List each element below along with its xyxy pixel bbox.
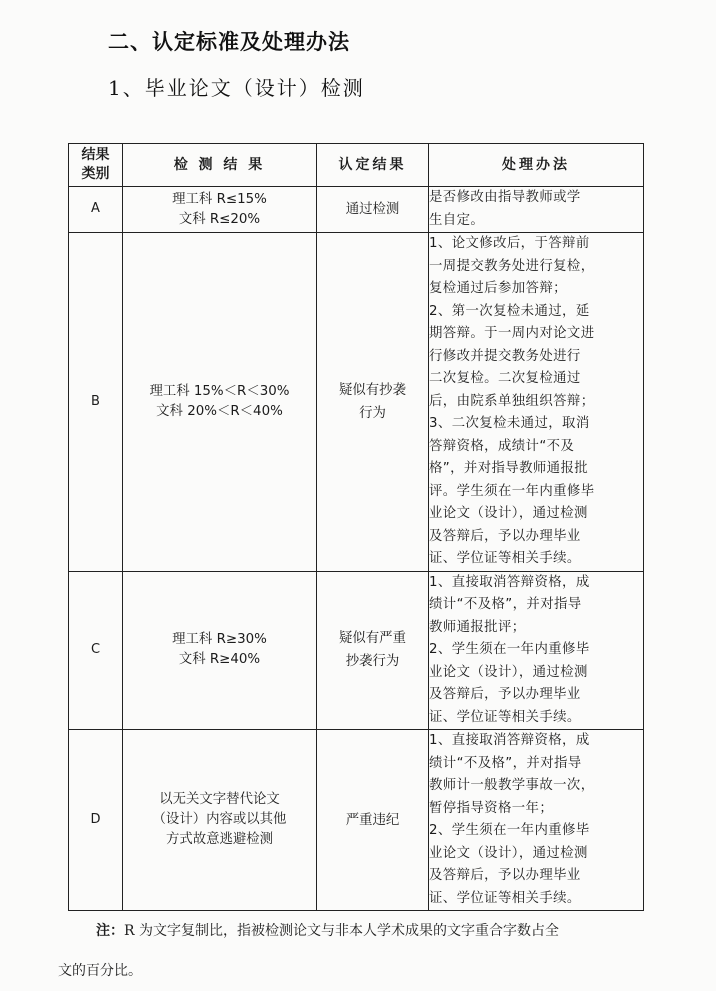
table-row <box>69 187 644 233</box>
result-cell <box>123 233 317 572</box>
action-line: 一周提交教务处进行复检， <box>429 258 595 274</box>
verdict-line: 通过检测 <box>345 202 400 217</box>
action-line: 暂停指导资格一年； <box>429 800 554 816</box>
section-title: 二、认定标准及处理办法 <box>108 29 350 54</box>
verdict-line: 疑似有抄袭 <box>339 382 406 398</box>
verdict-line: 疑似有严重 <box>339 631 406 647</box>
result-line: 文科 R≥40% <box>178 652 261 668</box>
action-line: 是否修改由指导教师或学 <box>429 190 581 205</box>
action-line: 教师计一般教学事故一次， <box>429 778 595 793</box>
action-line: 答辩资格，成绩计“不及 <box>429 438 575 454</box>
result-line: 以无关文字替代论文 <box>159 792 280 807</box>
verdict-line: 行为 <box>359 405 386 421</box>
action-line: 2、学生须在一年内重修毕 <box>429 642 590 657</box>
footnote-line-1 <box>96 911 666 951</box>
action-line: 绩计“不及格”，并对指导 <box>429 597 582 612</box>
result-line: 方式故意逃避检测 <box>165 832 274 847</box>
action-line: 证、学位证等相关手续。 <box>429 551 581 566</box>
result-line: 文科 20%＜R＜40% <box>156 403 283 419</box>
action-line: 业论文（设计），通过检测 <box>429 506 588 521</box>
header-category-line: 结果 <box>81 147 110 163</box>
category-cell: C <box>69 571 123 730</box>
footnote-text-1: R 为文字复制比，指被检测论文与非本人学术成果的文字重合字数占全 <box>124 923 559 939</box>
action-line: 1、直接取消答辩资格，成 <box>429 733 590 748</box>
action-line: 复检通过后参加答辩； <box>429 281 567 296</box>
result-cell <box>123 571 317 730</box>
category-cell: A <box>69 187 123 233</box>
action-line: 行修改并提交教务处进行 <box>429 348 581 364</box>
result-cell <box>123 187 317 233</box>
footnote-lead: 注： <box>96 923 124 939</box>
table-row <box>69 730 644 911</box>
footnote <box>58 911 666 991</box>
result-cell <box>123 730 317 911</box>
action-line: 及答辩后，予以办理毕业 <box>429 868 581 883</box>
action-line: 1、论文修改后，于答辩前 <box>429 236 590 251</box>
action-line: 生自定。 <box>429 212 485 228</box>
verdict-cell <box>317 730 429 911</box>
result-line: （设计）内容或以其他 <box>152 812 287 827</box>
category-cell: B <box>69 233 123 572</box>
action-line: 二次复检。二次复检通过 <box>429 371 581 386</box>
action-cell <box>429 233 644 572</box>
action-line: 及答辩后，予以办理毕业 <box>429 528 581 544</box>
subsection-title: 1、毕业论文（设计）检测 <box>108 76 365 100</box>
header-verdict: 认定结果 <box>317 144 429 187</box>
header-action: 处理办法 <box>429 144 644 187</box>
plagiarism-standards-table <box>68 143 644 911</box>
action-line: 业论文（设计），通过检测 <box>429 845 588 861</box>
action-cell <box>429 571 644 730</box>
action-line: 1、直接取消答辩资格，成 <box>429 574 590 590</box>
table-row <box>69 571 644 730</box>
table-row <box>69 233 644 572</box>
action-cell <box>429 730 644 911</box>
action-line: 2、第一次复检未通过，延 <box>429 303 590 319</box>
result-line: 理工科 R≤15% <box>172 191 267 207</box>
verdict-cell <box>317 233 429 572</box>
header-category <box>69 144 123 187</box>
action-line: 业论文（设计），通过检测 <box>429 664 588 680</box>
verdict-cell <box>317 187 429 233</box>
result-line: 文科 R≤20% <box>178 211 261 227</box>
header-category-line: 类别 <box>81 166 110 182</box>
footnote-line-2: 文的百分比。 <box>58 963 142 979</box>
header-result: 检 测 结 果 <box>123 144 317 187</box>
action-line: 教师通报批评； <box>429 619 526 635</box>
action-line: 格”，并对指导教师通报批 <box>429 461 589 476</box>
action-line: 评。学生须在一年内重修毕 <box>429 483 595 499</box>
action-line: 绩计“不及格”，并对指导 <box>429 755 582 771</box>
action-line: 证、学位证等相关手续。 <box>429 709 581 725</box>
verdict-cell <box>317 571 429 730</box>
action-line: 后，由院系单独组织答辩； <box>429 393 595 409</box>
result-line: 理工科 15%＜R＜30% <box>149 383 290 399</box>
action-line: 2、学生须在一年内重修毕 <box>429 823 590 838</box>
action-cell <box>429 187 644 233</box>
verdict-line: 严重违纪 <box>345 812 400 828</box>
action-line: 期答辩。于一周内对论文进 <box>429 326 595 341</box>
result-line: 理工科 R≥30% <box>172 632 267 648</box>
action-line: 证、学位证等相关手续。 <box>429 890 581 906</box>
table-header-row <box>69 144 644 187</box>
action-line: 3、二次复检未通过，取消 <box>429 416 590 431</box>
verdict-line: 抄袭行为 <box>345 654 400 670</box>
action-line: 及答辩后，予以办理毕业 <box>429 687 581 702</box>
category-cell: D <box>69 730 123 911</box>
